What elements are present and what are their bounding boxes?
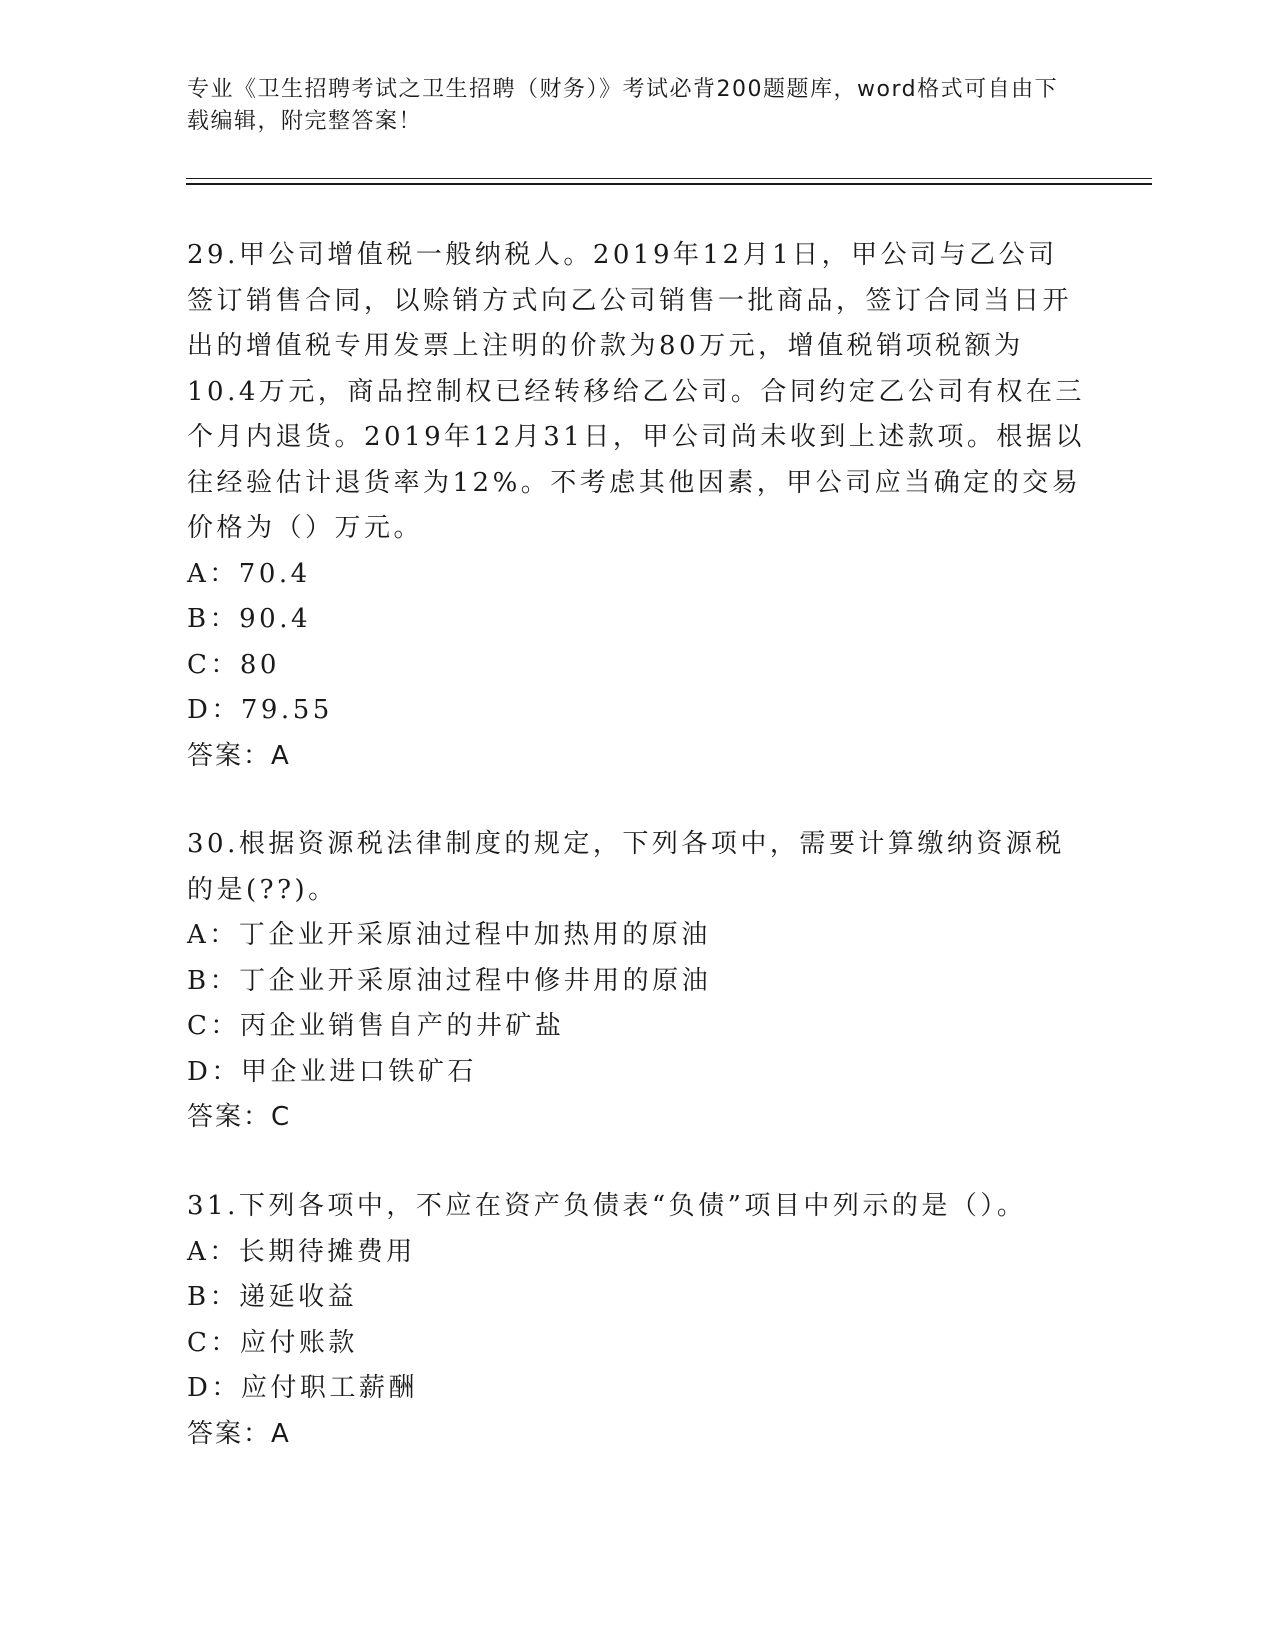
option-b: B：递延收益 (187, 1282, 358, 1312)
answer-line: 答案：C (187, 1102, 292, 1132)
document-header: 专业《卫生招聘考试之卫生招聘（财务）》考试必背200题题库，word格式可自由下载编辑，附完整答案！ (187, 77, 1059, 134)
question-stem: 29.甲公司增值税一般纳税人。2019年12月1日，甲公司与乙公司签订销售合同，以赊销方式向乙公司销售一批商品，签订合同当日开出的增值税专用发票上注明的价款为80万元，增值税销项税额为10.4万元，商品控制权已经转移给乙公司。合同约定乙公司有权在三个月内退货。2019年12月31日，甲公司尚未收到上述款项。根据以往经验估计退货率为12%。不考虑其他因素，甲公司应当确定的交易价格为（）万元。 (187, 240, 1085, 543)
header-divider-thin (186, 178, 1152, 179)
question-29 (187, 233, 1087, 779)
option-b: B：90.4 (187, 604, 311, 634)
option-c: C：应付账款 (187, 1327, 358, 1358)
option-a: A：丁企业开采原油过程中加热用的原油 (187, 920, 711, 950)
header-divider-thick (186, 183, 1152, 185)
option-c: C：80 (187, 649, 280, 680)
answer-line: 答案：A (187, 740, 291, 771)
question-stem: 31.下列各项中，不应在资产负债表“负债”项目中列示的是（）。 (187, 1191, 1027, 1221)
question-30 (187, 822, 1087, 1141)
option-d: D：应付职工薪酬 (187, 1373, 418, 1403)
option-c: C：丙企业销售自产的井矿盐 (187, 1011, 565, 1041)
option-a: A：长期待摊费用 (187, 1236, 416, 1267)
question-stem: 30.根据资源税法律制度的规定，下列各项中，需要计算缴纳资源税的是(??)。 (187, 829, 1065, 905)
option-d: D：79.55 (187, 695, 333, 725)
answer-line: 答案：A (187, 1418, 291, 1449)
option-b: B：丁企业开采原油过程中修井用的原油 (187, 965, 712, 996)
option-a: A：70.4 (187, 558, 311, 589)
option-d: D：甲企业进口铁矿石 (187, 1056, 477, 1087)
question-31 (187, 1184, 1087, 1457)
